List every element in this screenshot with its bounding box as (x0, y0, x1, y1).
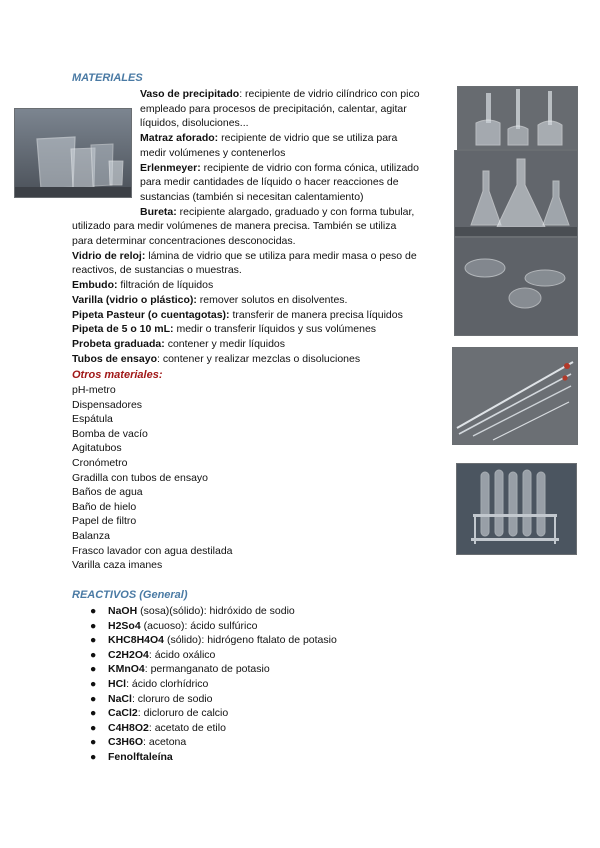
description-line (140, 102, 407, 117)
bullet-icon: ● (90, 692, 97, 705)
reactivo-item (90, 619, 337, 634)
formula: C4H8O2 (108, 721, 149, 734)
reactivo-name: : ácido clorhídrico (126, 677, 209, 690)
bullet-icon: ● (90, 663, 97, 676)
term: Pipeta Pasteur (o cuentagotas): (72, 308, 230, 321)
term: Probeta graduada: (72, 337, 165, 350)
bullet-icon: ● (90, 707, 97, 720)
bullet-icon: ● (90, 634, 97, 647)
reactivo-item (90, 648, 337, 663)
term: Embudo: (72, 279, 118, 292)
formula: KHC8H4O4 (108, 634, 165, 647)
definition: líquidos, disoluciones... (140, 117, 249, 130)
otros-item: Espátula (72, 413, 113, 426)
otros-item: Cronómetro (72, 457, 128, 469)
otros-item: Balanza (72, 530, 110, 542)
bullet-icon: ● (90, 736, 97, 749)
reactivo-item (90, 706, 337, 721)
test-tube-rack-photo (456, 463, 577, 555)
formula: CaCl2 (108, 707, 138, 720)
bullet-icon: ● (90, 619, 97, 632)
reactivo-name: (acuoso): ácido sulfúrico (140, 619, 258, 632)
definition: sustancias (también si necesitan calentamiento) (140, 190, 364, 203)
formula: HCl (108, 677, 127, 690)
definition: para determinar concentraciones desconocidas. (72, 235, 296, 247)
description-line (72, 234, 296, 249)
description-line (140, 87, 420, 102)
formula: C3H6O (108, 736, 144, 749)
reactivo-item (90, 604, 337, 619)
bullet-icon: ● (90, 750, 97, 763)
definition: empleado para procesos de precipitación, calentar, agitar (140, 102, 407, 115)
reactivo-name: : acetato de etilo (148, 721, 226, 734)
reactivo-item (90, 692, 337, 707)
reactivos-title: REACTIVOS (General) (72, 589, 188, 601)
reactivo-item (90, 662, 337, 677)
description-line (140, 131, 397, 146)
otros-item: Papel de filtro (72, 515, 137, 528)
reactivo-name: : ácido oxálico (148, 648, 216, 661)
formula: KMnO4 (108, 663, 145, 676)
description-line (72, 337, 285, 352)
definition: utilizado para medir volúmenes de manera precisa. También se utiliza (72, 220, 397, 233)
description-line (140, 205, 414, 220)
description-line (140, 146, 285, 161)
reactivo-item (90, 750, 337, 765)
pipettes-photo (452, 347, 578, 445)
definition: reactivos, de sustancias o muestras. (72, 264, 242, 277)
reactivo-name: : cloruro de sodio (131, 692, 213, 705)
definition: recipiente de vidrio que se utiliza para (218, 132, 398, 145)
otros-item: Agitatubos (72, 442, 122, 455)
description-line (72, 322, 376, 337)
otros-item: Dispensadores (72, 398, 143, 411)
description-line (72, 219, 396, 234)
description-line (72, 278, 213, 293)
term: Vidrio de reloj: (72, 249, 146, 262)
reactivo-item (90, 633, 337, 648)
description-line (140, 190, 364, 205)
definition: medir volúmenes y contenerlos (140, 146, 286, 159)
reactivos-list (90, 604, 337, 765)
reactivo-item (90, 721, 337, 736)
definition: filtración de líquidos (117, 279, 214, 292)
term: Pipeta de 5 o 10 mL: (72, 323, 174, 336)
erlenmeyer-photo (454, 150, 578, 237)
description-line (72, 263, 242, 278)
otros-item: Bomba de vacío (72, 427, 148, 440)
term: Bureta: (140, 205, 177, 218)
definition: transferir de manera precisa líquidos (229, 308, 403, 321)
reactivo-name: (sólido): hidrógeno ftalato de potasio (164, 634, 337, 647)
otros-item: pH-metro (72, 384, 116, 396)
formula: NaOH (108, 605, 138, 617)
formula: H2So4 (108, 619, 141, 632)
reactivo-name: : acetona (143, 736, 187, 749)
term: Tubos de ensayo (72, 352, 157, 365)
description-line (140, 175, 399, 190)
bullet-icon: ● (90, 721, 97, 734)
definition: : contener y realizar mezclas o disoluciones (157, 352, 361, 365)
otros-item: Baño de hielo (72, 500, 137, 513)
otros-item: Baños de agua (72, 486, 143, 499)
materiales-title: MATERIALES (72, 72, 143, 84)
description-line (72, 352, 360, 367)
reactivo-name: : permanganato de potasio (144, 663, 270, 676)
formula: Fenolftaleína (108, 750, 173, 763)
description-line (140, 116, 249, 131)
term: Vaso de precipitado (140, 88, 240, 100)
definition: medir o transferir líquidos y sus volúmenes (173, 323, 377, 336)
definition: lámina de vidrio que se utiliza para medir masa o peso de (145, 249, 417, 262)
otros-item: Varilla caza imanes (72, 559, 163, 572)
reactivo-item (90, 735, 337, 750)
term: Varilla (vidrio o plástico): (72, 293, 197, 306)
bullet-icon: ● (90, 677, 97, 690)
otros-item: Frasco lavador con agua destilada (72, 544, 233, 557)
formula: NaCl (108, 692, 132, 705)
description-line (72, 293, 347, 308)
watch-glass-photo (454, 237, 578, 336)
description-line (72, 308, 403, 323)
volumetric-flasks-photo (457, 86, 578, 150)
otros-materiales-title: Otros materiales: (72, 369, 163, 381)
description-line (72, 249, 417, 264)
definition: recipiente alargado, graduado y con forma tubular, (176, 205, 415, 218)
term: Matraz aforado: (140, 132, 219, 145)
otros-item: Gradilla con tubos de ensayo (72, 471, 209, 484)
definition: para medir cantidades de líquido o hacer reacciones de (140, 176, 399, 189)
description-line (140, 161, 419, 176)
reactivo-name: : dicloruro de calcio (137, 707, 229, 720)
term: Erlenmeyer: (140, 161, 201, 174)
reactivo-item (90, 677, 337, 692)
definition: remover solutos en disolventes. (196, 293, 348, 306)
beakers-photo (14, 108, 132, 198)
reactivo-name: (sosa)(sólido): hidróxido de sodio (137, 605, 295, 617)
definition: : recipiente de vidrio cilíndrico con pico (239, 88, 420, 100)
bullet-icon: ● (90, 605, 97, 617)
definition: recipiente de vidrio con forma cónica, utilizado (200, 161, 419, 174)
formula: C2H2O4 (108, 648, 149, 661)
bullet-icon: ● (90, 648, 97, 661)
definition: contener y medir líquidos (164, 337, 286, 350)
